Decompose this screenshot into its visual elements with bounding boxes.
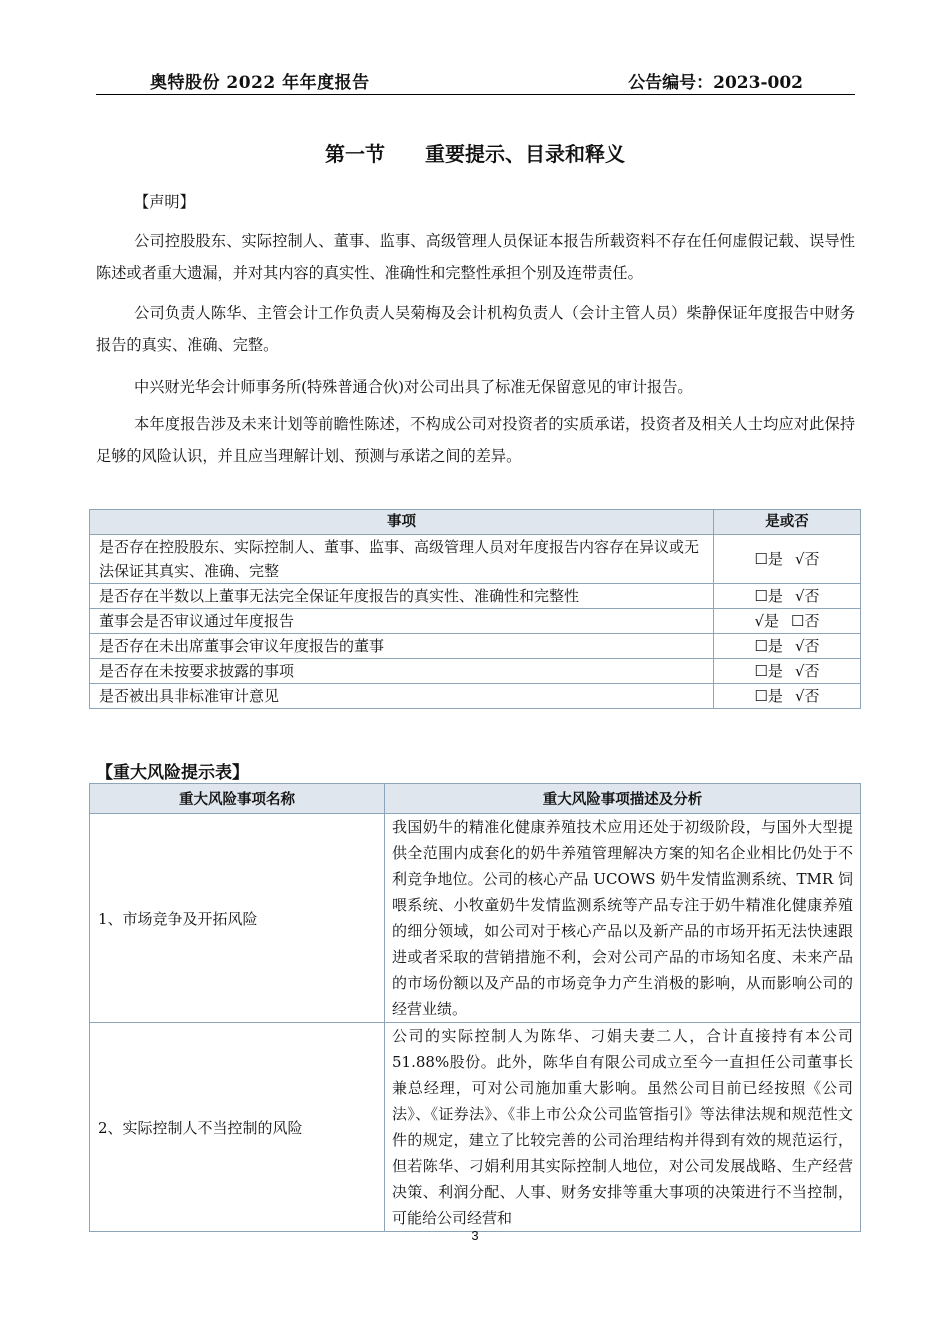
yes-checkbox: ☐是 [754,637,783,655]
no-checkbox: √否 [794,687,820,705]
statement-label [96,186,855,218]
statement-paragraph-1 [96,225,855,289]
column-header-risk-description: 重大风险事项描述及分析 [385,784,861,814]
table-row [90,584,861,609]
column-header-item: 事项 [90,510,714,535]
no-checkbox: √否 [794,662,820,680]
risk-table-title: 【重大风险提示表】 [96,763,249,783]
yes-no-cell [714,535,861,584]
yes-no-cell [714,584,861,609]
matter-text: 是否存在未按要求披露的事项 [90,659,714,684]
risk-name: 1、市场竞争及开拓风险 [90,814,385,1023]
table-row [90,634,861,659]
yes-no-cell [714,659,861,684]
yes-no-cell [714,684,861,709]
statement-label-text: 【声明】 [134,193,195,211]
page-header [96,66,855,95]
statement-paragraph-text: 本年度报告涉及未来计划等前瞻性陈述，不构成公司对投资者的实质承诺，投资者及相关人士均应对此保持足够的风险认识，并且应当理解计划、预测与承诺之间的差异。 [96,415,855,465]
yes-checkbox: ☐是 [754,587,783,605]
matter-text: 是否被出具非标准审计意见 [90,684,714,709]
risk-table [89,783,861,1232]
report-title: 奥特股份 2022 年年度报告 [150,73,370,93]
column-header-risk-name: 重大风险事项名称 [90,784,385,814]
yes-checkbox: ☐是 [754,550,783,568]
no-checkbox: √否 [794,587,820,605]
risk-description: 公司的实际控制人为陈华、刁娟夫妻二人，合计直接持有本公司 51.88%股份。此外，陈华自有限公司成立至今一直担任公司董事长兼总经理，可对公司施加重大影响。虽然公司目前已经按照《公司法》、《证券法》、《非上市公众公司监管指引》等法律法规和规范性文件的规定，建立了比较完善的公司治理结构并得到有效的规范运行，但若陈华、刁娟利用其实际控制人地位，对公司发展战略、生产经营决策、利润分配、人事、财务安排等重大事项的决策进行不当控制，可能给公司经营和 [385,1023,861,1232]
yes-checkbox: ☐是 [754,662,783,680]
announcement-number: 公告编号：2023-002 [628,73,803,93]
section-title: 第一节 重要提示、目录和释义 [325,142,625,166]
statement-paragraph-4 [96,408,855,472]
statement-paragraph-text: 公司负责人陈华、主管会计工作负责人吴菊梅及会计机构负责人（会计主管人员）柴静保证年度报告中财务报告的真实、准确、完整。 [96,304,855,354]
risk-description: 我国奶牛的精准化健康养殖技术应用还处于初级阶段，与国外大型提供全范围内成套化的奶牛养殖管理解决方案的知名企业相比仍处于不利竞争地位。公司的核心产品 UCOWS 奶牛发情监测系统、TMR 饲喂系统、小牧童奶牛发情监测系统等产品专注于奶牛精准化健康养殖的细分领域，如公司对于核心产品以及新产品的市场开拓无法快速跟进或者采取的营销措施不利，会对公司产品的市场知名度、未来产品的市场份额以及产品的市场竞争力产生消极的影响，从而影响公司的经营业绩。 [385,814,861,1023]
yes-no-cell [714,609,861,634]
table-row [90,684,861,709]
table-row [90,1023,861,1232]
table-header-row [90,510,861,535]
no-checkbox: ☐否 [791,612,820,630]
matter-text: 是否存在半数以上董事无法完全保证年度报告的真实性、准确性和完整性 [90,584,714,609]
matter-text: 董事会是否审议通过年度报告 [90,609,714,634]
table-row [90,609,861,634]
column-header-yes-no: 是或否 [714,510,861,535]
matter-text: 是否存在控股股东、实际控制人、董事、监事、高级管理人员对年度报告内容存在异议或无法保证其真实、准确、完整 [90,535,714,584]
table-header-row [90,784,861,814]
matter-text: 是否存在未出席董事会审议年度报告的董事 [90,634,714,659]
statement-paragraph-text: 公司控股股东、实际控制人、董事、监事、高级管理人员保证本报告所载资料不存在任何虚假记载、误导性陈述或者重大遗漏，并对其内容的真实性、准确性和完整性承担个别及连带责任。 [96,232,855,282]
yes-no-cell [714,634,861,659]
matters-table [89,509,861,709]
table-row [90,814,861,1023]
table-row [90,535,861,584]
table-row [90,659,861,684]
risk-name: 2、实际控制人不当控制的风险 [90,1023,385,1232]
yes-checkbox: √是 [754,612,780,630]
yes-checkbox: ☐是 [754,687,783,705]
page-number: 3 [471,1228,479,1243]
statement-paragraph-3 [96,371,855,403]
no-checkbox: √否 [794,637,820,655]
statement-paragraph-text: 中兴财光华会计师事务所(特殊普通合伙)对公司出具了标准无保留意见的审计报告。 [134,378,693,396]
no-checkbox: √否 [794,550,820,568]
statement-paragraph-2 [96,297,855,361]
